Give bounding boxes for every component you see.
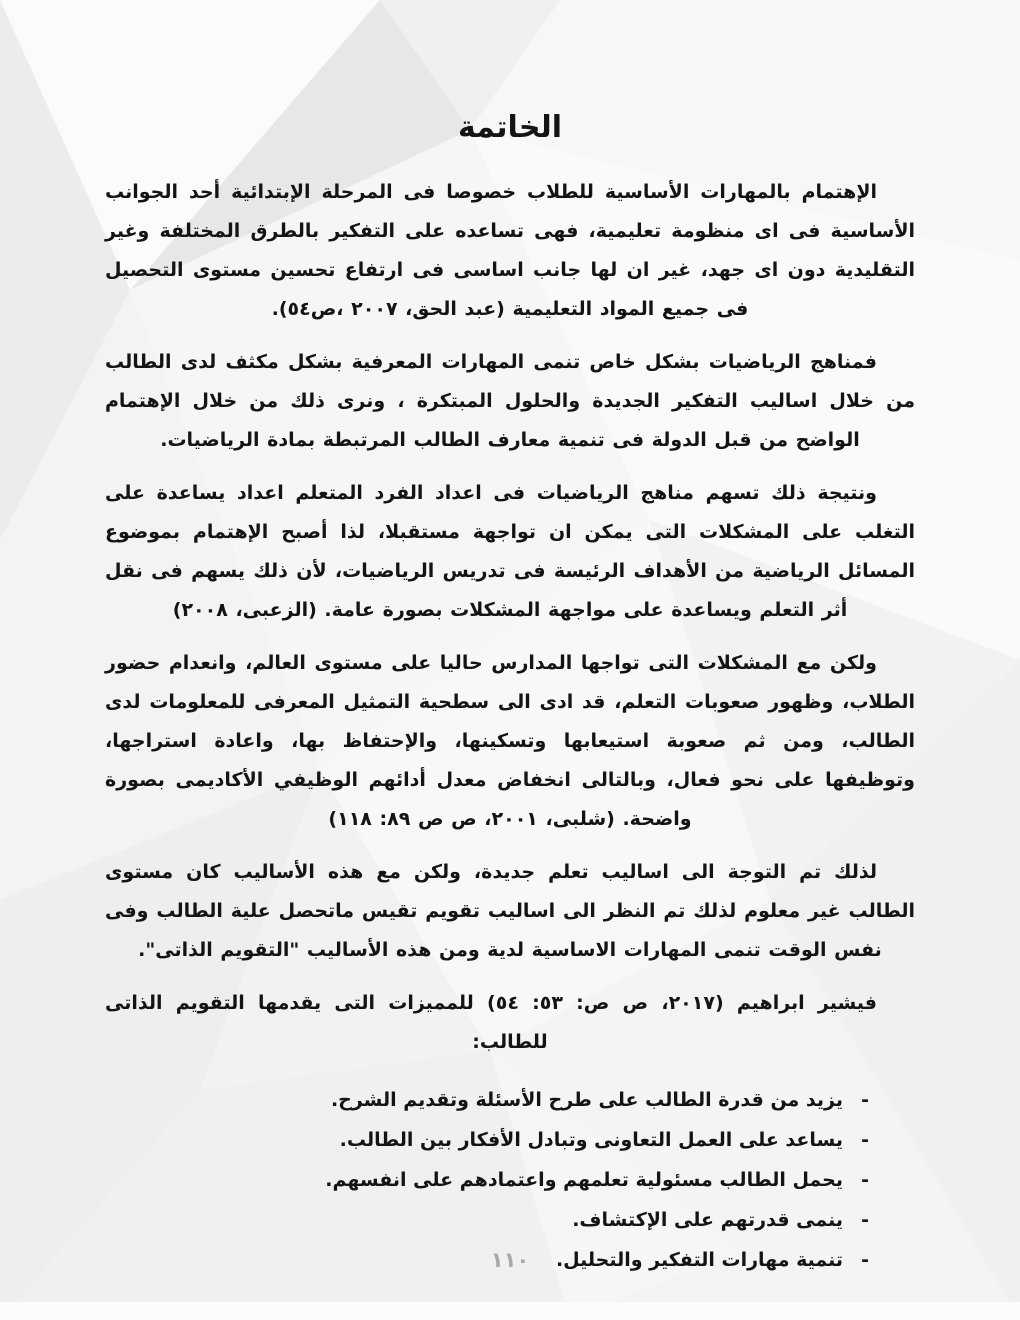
list-item-text: يحمل الطالب مسئولية تعلمهم واعتمادهم على انفسهم. <box>325 1169 843 1191</box>
list-item <box>105 1080 869 1120</box>
list-item-text: ينمى قدرتهم على الإكتشاف. <box>572 1209 843 1231</box>
page-title: الخاتمة <box>457 110 562 145</box>
list-item-text: تنمية مهارات التفكير والتحليل. <box>555 1249 843 1271</box>
list-dash-marker: - <box>861 1169 869 1191</box>
list-dash-marker: - <box>861 1209 869 1231</box>
paragraph: فيشير ابراهيم (٢٠١٧، ص ص: ٥٣: ٥٤) للمميزات التى يقدمها التقويم الذاتى للطالب: <box>105 992 877 1053</box>
list-item <box>105 1160 869 1200</box>
page-number: ١١٠ <box>490 1248 530 1272</box>
paragraph: فمناهج الرياضيات بشكل خاص تنمى المهارات المعرفية بشكل مكثف لدى الطالب من خلال اساليب التفكير الجديدة والحلول المبتكرة ، ونرى ذلك من خلال الإهتمام الواضح من قبل الدولة فى تنمية معارف الطالب المرتبطة بمادة الرياضيات. <box>105 351 915 451</box>
list-item-text: يساعد على العمل التعاونى وتبادل الأفكار بين الطالب. <box>339 1129 843 1151</box>
paragraph: ونتيجة ذلك تسهم مناهج الرياضيات فى اعداد الفرد المتعلم اعداد يساعدة على التغلب على المشكلات التى يمكن ان تواجهة مستقبلا، لذا أصبح الإهتمام بموضوع المسائل الرياضية من الأهداف الرئيسة فى تدريس الرياضيات، لأن ذلك يسهم فى نقل أثر التعلم ويساعدة على مواجهة المشكلات بصورة عامة. (الزعبى، ٢٠٠٨) <box>105 482 915 621</box>
list-dash-marker: - <box>861 1129 869 1151</box>
list-item <box>105 1120 869 1160</box>
list-dash-marker: - <box>861 1089 869 1111</box>
paragraph: الإهتمام بالمهارات الأساسية للطلاب خصوصا فى المرحلة الإبتدائية أحد الجوانب الأساسية فى اى منظومة تعليمية، فهى تساعده على التفكير بالطرق المختلفة وغير التقليدية دون اى جهد، غير ان لها جانب اساسى فى ارتفاع تحسين مستوى التحصيل فى جميع المواد التعليمية (عبد الحق، ٢٠٠٧ ،ص٥٤). <box>105 181 915 320</box>
list-dash-marker: - <box>861 1249 869 1271</box>
list-item-text: يزيد من قدرة الطالب على طرح الأسئلة وتقديم الشرح. <box>330 1089 843 1111</box>
paragraph: لذلك تم التوجة الى اساليب تعلم جديدة، ولكن مع هذه الأساليب كان مستوى الطالب غير معلوم لذلك تم النظر الى اساليب تقويم تقيس ماتحصل علية الطالب وفى نفس الوقت تنمى المهارات الاساسية لدية ومن هذه الأساليب "التقويم الذاتى". <box>105 861 915 961</box>
body-paragraphs <box>105 173 915 1062</box>
list-item <box>105 1200 869 1240</box>
paragraph: ولكن مع المشكلات التى تواجها المدارس حاليا على مستوى العالم، وانعدام حضور الطلاب، وظهور صعوبات التعلم، قد ادى الى سطحية التمثيل المعرفى للمعلومات لدى الطالب، ومن ثم صعوبة استيعابها وتسكينها، والإحتفاظ بها، واعادة استراجها، وتوظيفها على نحو فعال، وبالتالى انخفاض معدل أدائهم الوظيفي الأكاديمى بصورة واضحة. (شلبى، ٢٠٠١، ص ص ٨٩: ١١٨) <box>105 652 915 830</box>
